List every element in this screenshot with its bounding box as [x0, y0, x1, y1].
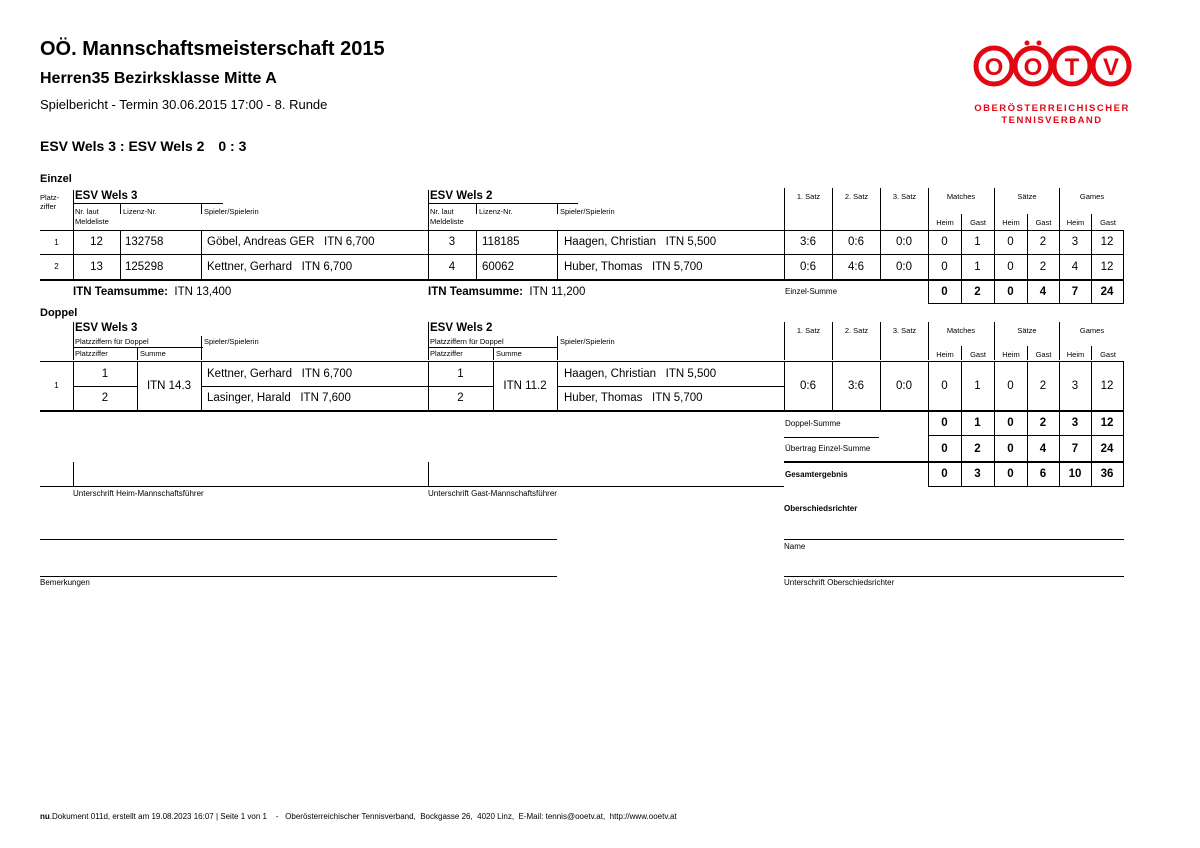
home-teamsumme: ITN Teamsumme: ITN 13,400: [73, 285, 232, 298]
doppel-home-player-2: Lasinger, Harald ITN 7,600: [207, 392, 351, 404]
row-home-nr: 12: [90, 236, 103, 248]
doppel-section-label: Doppel: [40, 307, 78, 319]
platzziffer-label-2: ziffer: [40, 202, 57, 211]
row-away-lizenz: 60062: [482, 260, 514, 273]
logo-line-2: TENNISVERBAND: [1001, 115, 1103, 126]
doppel-games-gast: 12: [1100, 379, 1114, 392]
nr-header-away: Nr. laut Meldeliste: [430, 207, 464, 226]
uebertrag-games-heim: 7: [1071, 442, 1079, 455]
set1-score: 0:6: [800, 260, 816, 273]
doppel-set3: 0:0: [896, 379, 912, 392]
doppel-home-pz2: 2: [101, 392, 109, 404]
doppel-matches-gast: 1: [974, 379, 981, 392]
match-score: [40, 138, 246, 154]
oberschiedsrichter-label: Oberschiedsrichter: [784, 504, 858, 513]
doppel-matches-header: Matches: [946, 325, 976, 335]
einzel-home-team: ESV Wels 3: [75, 190, 138, 202]
footer-prefix: nu: [40, 812, 50, 821]
gesamt-games-gast: 36: [1100, 468, 1114, 480]
player-itn: ITN 5,500: [665, 236, 717, 248]
einzel-section-label: Einzel: [40, 173, 72, 185]
uebertrag-games-gast: 24: [1100, 442, 1114, 455]
doppel-away-pz1: 1: [457, 367, 464, 380]
doppel-saetze-gast: 2: [1039, 379, 1047, 392]
doppel-away-team: ESV Wels 2: [430, 322, 493, 334]
set3-score: 0:0: [896, 260, 912, 273]
games-heim-header: Heim: [1066, 217, 1085, 227]
uebertrag-saetze-gast: 4: [1039, 442, 1047, 455]
saetze-heim-header: Heim: [1002, 217, 1020, 227]
row-away-player: [564, 230, 784, 254]
player-itn: ITN 5,700: [652, 260, 703, 273]
row-home-nr: 13: [90, 260, 103, 273]
doppel-set2: 3:6: [848, 379, 864, 392]
row-away-nr: 4: [448, 260, 456, 273]
doppel-platzziffer-header-away: Platzziffer: [430, 349, 463, 358]
einzel-summe-games-gast: 24: [1100, 285, 1114, 298]
osr-name-label: Name: [784, 542, 806, 551]
svg-text:O: O: [1023, 54, 1043, 81]
doppel-home-sum: ITN 14.3: [146, 379, 192, 392]
doppel-satz1-header: 1. Satz: [796, 325, 821, 335]
player-name: Göbel, Andreas GER: [207, 236, 315, 248]
lizenz-header-away: Lizenz-Nr.: [479, 207, 513, 216]
doppel-away-sum: ITN 11.2: [503, 379, 547, 392]
away-teamsumme: ITN Teamsumme: ITN 11,200: [428, 285, 586, 298]
matches-heim-header: Heim: [936, 217, 954, 227]
doppel-set1: 0:6: [800, 379, 816, 392]
doppel-home-player-1: Kettner, Gerhard ITN 6,700: [207, 367, 353, 380]
saetze-gast: 2: [1039, 260, 1047, 273]
row-home-lizenz: 125298: [125, 260, 164, 273]
einzel-summe-saetze-gast: 4: [1039, 285, 1047, 298]
row-platz: 1: [54, 237, 59, 247]
signature-heim-label: Unterschrift Heim-Mannschaftsführer: [73, 489, 204, 498]
row-away-nr: 3: [448, 236, 456, 248]
matches-gast: 1: [974, 260, 981, 273]
row-away-lizenz: 118185: [482, 236, 520, 248]
spieler-header-home: Spieler/Spielerin: [204, 207, 259, 216]
row-home-player: [207, 230, 428, 254]
report-subtitle: Spielbericht - Termin 30.06.2015 17:00 - 8. Runde: [40, 97, 328, 112]
games-gast: 12: [1100, 260, 1114, 273]
saetze-heim: 0: [1007, 260, 1014, 273]
games-heim: 4: [1071, 260, 1079, 273]
row-home-lizenz: 132758: [125, 236, 164, 248]
set2-score: 4:6: [848, 260, 864, 273]
doppel-home-pz1: 1: [101, 367, 109, 380]
league-title: Herren35 Bezirksklasse Mitte A: [40, 70, 277, 87]
games-gast-header: Gast: [1100, 217, 1116, 227]
nr-header-home: Nr. laut Meldeliste: [75, 207, 109, 226]
doppel-pz-header-home: Platzziffern für Doppel: [75, 337, 149, 346]
platzziffer-header: [40, 193, 59, 211]
einzel-summe-label: Einzel-Summe: [785, 287, 838, 296]
uebertrag-label: Übertrag Einzel-Summe: [785, 444, 871, 453]
svg-text:V: V: [1102, 54, 1120, 81]
player-name: Huber, Thomas: [564, 260, 643, 273]
doppel-spieler-header-home: Spieler/Spielerin: [204, 337, 259, 346]
doppel-saetze-heim-header: Heim: [1002, 349, 1020, 359]
doppel-saetze-gast-header: Gast: [1035, 349, 1052, 359]
lizenz-header-home: Lizenz-Nr.: [123, 207, 157, 216]
saetze-header: Sätze: [1017, 191, 1037, 201]
doppel-games-heim-header: Heim: [1066, 349, 1085, 359]
games-gast: 12: [1100, 236, 1114, 248]
match-teams: ESV Wels 3 : ESV Wels 2: [40, 138, 205, 154]
matches-gast: 1: [974, 236, 981, 248]
set3-score: 0:0: [896, 236, 912, 248]
satz3-header: 3. Satz: [892, 191, 917, 201]
logo-line-1: OBERÖSTERREICHISCHER: [974, 103, 1130, 114]
osr-signature-label: Unterschrift Oberschiedsrichter: [784, 578, 895, 587]
matches-heim: 0: [941, 260, 948, 273]
matches-gast-header: Gast: [970, 217, 986, 227]
matches-header: Matches: [946, 191, 976, 201]
doppel-matches-heim: 0: [941, 379, 948, 392]
doppel-summe-matches-heim: 0: [941, 417, 948, 429]
doppel-platz: 1: [54, 381, 59, 390]
doppel-away-pz2: 2: [457, 392, 464, 404]
doppel-summe-saetze-heim: 0: [1007, 417, 1014, 429]
gesamt-matches-heim: 0: [941, 468, 948, 480]
uebertrag-matches-heim: 0: [941, 442, 948, 455]
einzel-away-team: ESV Wels 2: [430, 190, 493, 202]
doppel-summe-header-home: Summe: [140, 349, 166, 358]
doppel-summe-saetze-gast: 2: [1039, 417, 1047, 429]
svg-text:T: T: [1064, 54, 1080, 81]
saetze-heim: 0: [1007, 236, 1014, 248]
svg-text:O: O: [984, 54, 1004, 81]
doppel-spieler-header-away: Spieler/Spielerin: [560, 337, 615, 346]
matches-heim: 0: [941, 236, 948, 248]
doppel-satz2-header: 2. Satz: [844, 325, 869, 335]
doppel-home-team: ESV Wels 3: [75, 322, 138, 334]
set2-score: 0:6: [848, 236, 864, 248]
doppel-platzziffer-header-home: Platzziffer: [75, 349, 108, 358]
doppel-games-header: Games: [1079, 325, 1105, 335]
doppel-summe-games-gast: 12: [1100, 417, 1114, 429]
doppel-games-heim: 3: [1071, 379, 1079, 392]
games-header: Games: [1079, 191, 1105, 201]
satz1-header: 1. Satz: [796, 191, 821, 201]
row-home-player: [207, 254, 428, 279]
page-footer: [40, 812, 677, 821]
match-result: 0 : 3: [218, 138, 247, 154]
player-itn: ITN 6,700: [324, 236, 375, 248]
einzel-summe-games-heim: 7: [1071, 285, 1079, 298]
row-platz: 2: [54, 262, 59, 271]
doppel-satz3-header: 3. Satz: [892, 325, 917, 335]
platzziffer-label-1: Platz-: [40, 193, 60, 202]
doppel-matches-gast-header: Gast: [970, 349, 986, 359]
player-itn: ITN 6,700: [301, 260, 353, 273]
row-away-player: [564, 254, 784, 279]
doppel-summe-games-heim: 3: [1071, 417, 1079, 429]
doppel-summe-label: Doppel-Summe: [785, 418, 841, 428]
gesamt-matches-gast: 3: [974, 468, 981, 480]
player-name: Kettner, Gerhard: [207, 260, 293, 273]
saetze-gast: 2: [1039, 236, 1047, 248]
einzel-summe-matches-heim: 0: [941, 285, 948, 298]
saetze-gast-header: Gast: [1035, 217, 1052, 227]
set1-score: 3:6: [800, 236, 816, 248]
gesamt-games-heim: 10: [1068, 468, 1082, 480]
spieler-header-away: Spieler/Spielerin: [560, 207, 615, 216]
einzel-summe-saetze-heim: 0: [1007, 285, 1014, 298]
player-name: Haagen, Christian: [564, 236, 657, 248]
doppel-saetze-header: Sätze: [1017, 325, 1037, 335]
doppel-saetze-heim: 0: [1007, 379, 1014, 392]
doppel-away-player-1: Haagen, Christian ITN 5,500: [564, 367, 717, 380]
gesamt-saetze-gast: 6: [1039, 468, 1047, 480]
doppel-games-gast-header: Gast: [1100, 349, 1116, 359]
bemerkungen-label: Bemerkungen: [40, 578, 90, 587]
ooetv-logo-mark: [972, 40, 1132, 90]
games-heim: 3: [1071, 236, 1079, 248]
einzel-summe-matches-gast: 2: [974, 285, 981, 298]
signature-gast-label: Unterschrift Gast-Mannschaftsführer: [428, 489, 557, 498]
footer-text: .Dokument 011d, erstellt am 19.08.2023 16:07 | Seite 1 von 1 - Oberösterreichischer Tennisverband, Bockgasse 26, 4020 Linz, E-Mail: tennis@ooetv.at, http://www.ooetv.at: [49, 812, 677, 821]
uebertrag-matches-gast: 2: [974, 442, 981, 455]
gesamtergebnis-label: Gesamtergebnis: [785, 469, 848, 479]
uebertrag-saetze-heim: 0: [1007, 442, 1014, 455]
doppel-away-player-2: Huber, Thomas ITN 5,700: [564, 392, 703, 404]
ooetv-logo: [972, 40, 1132, 127]
doppel-matches-heim-header: Heim: [936, 349, 954, 359]
doppel-summe-matches-gast: 1: [974, 417, 981, 429]
gesamt-saetze-heim: 0: [1007, 468, 1014, 480]
doppel-summe-header-away: Summe: [496, 349, 522, 358]
satz2-header: 2. Satz: [844, 191, 869, 201]
page-title: OÖ. Mannschaftsmeisterschaft 2015: [40, 38, 385, 60]
doppel-pz-header-away: Platzziffern für Doppel: [430, 337, 504, 346]
